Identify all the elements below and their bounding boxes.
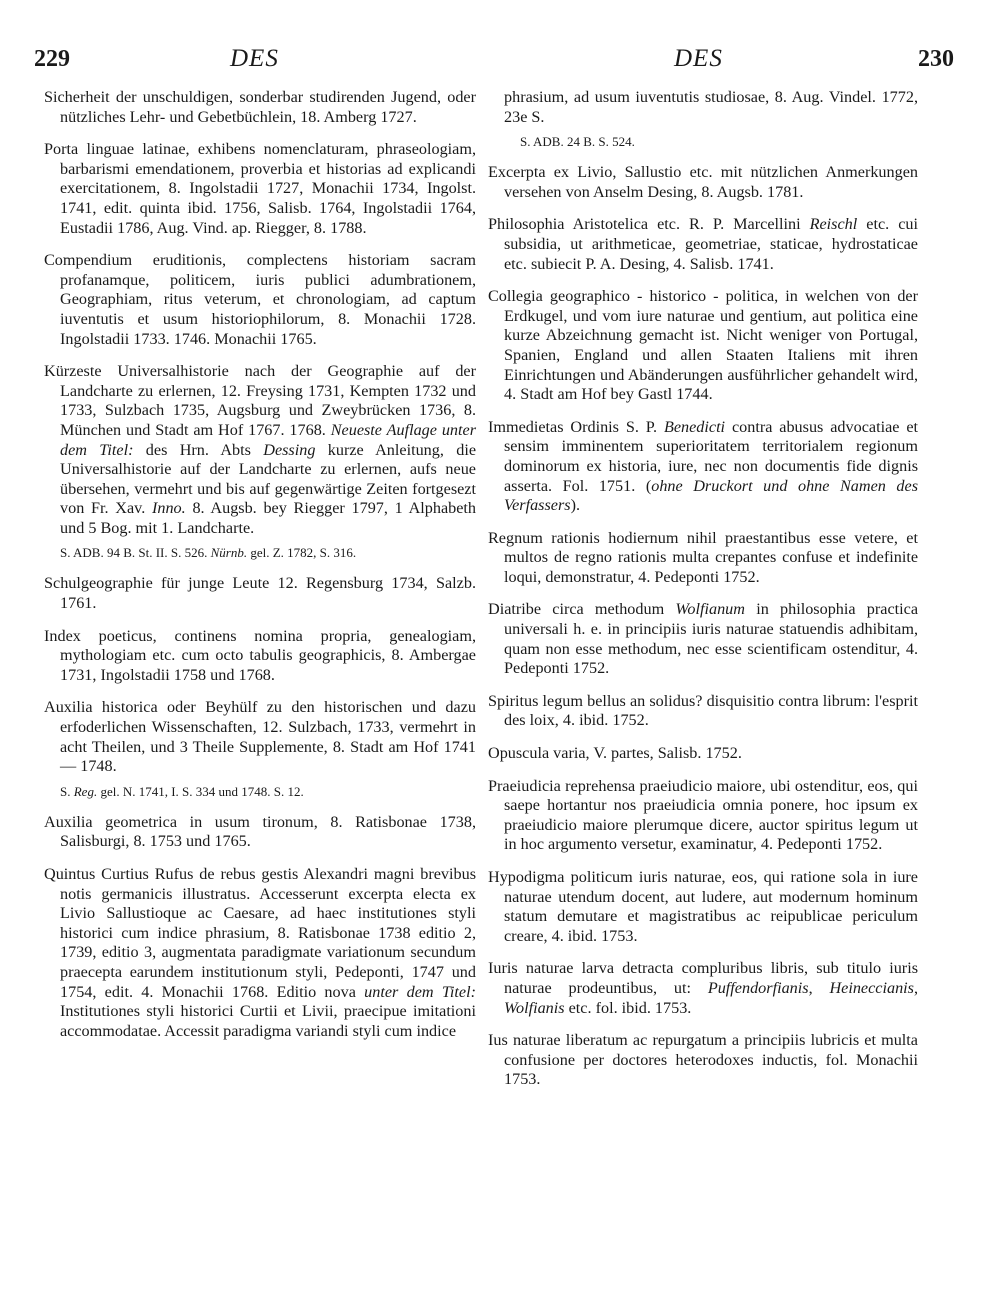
bibliography-entry: Regnum rationis hodiernum nihil praestantibus esse vetere, et multos de regno rationis multa crepantes confuse et indefinite loqui, demonstratur, 4. Pedeponti 1752.: [488, 528, 918, 586]
bibliography-entry: Immedietas Ordinis S. P. Benedicti contra abusus advocatiae et sensim imminentem superioritatem territorialem regionum dominorum ex historia, iure, nec non documentis fide dignis asserta. Fol. 1751. (ohne Druckort und ohne Namen des Verfassers).: [488, 417, 918, 515]
bibliography-entry: Kürzeste Universalhistorie nach der Geographie auf der Landcharte zu erlernen, 12. Freysing 1731, Kempten 1732 und 1733, Sulzbach 1735, Augsburg und Zweybrücken 1736, 8. München und Stadt am Hof 1767. 1768. Neueste Auflage unter dem Titel: des Hrn. Abts Dessing kurze Anleitung, die Universalhistorie auf der Landcharte zu erlernen, aufs neue übersehen, vermehrt und bis auf gegenwärtige Zeiten fortgesezt von Fr. Xav. Inno. 8. Augsb. bey Riegger 1797, 1 Alphabeth und 5 Bog. mit 1. Landcharte.: [44, 362, 477, 537]
bibliography-entry: Opuscula varia, V. partes, Salisb. 1752.: [488, 744, 742, 763]
bibliography-entry: Ius naturae liberatum ac repurgatum a principiis lubricis et multa confusione per doctores heterodoxes inductis, fol. Monachii 1753.: [488, 1031, 918, 1089]
review-reference: S. Reg. gel. N. 1741, I. S. 334 und 1748. S. 12.: [60, 783, 304, 799]
bibliography-entry: Sicherheit der unschuldigen, sonderbar studirenden Jugend, oder nützliches Lehr- und Gebetbüchlein, 18. Amberg 1727.: [44, 88, 476, 126]
bibliography-entry: Praeiudicia reprehensa praeiudicio maiore, ubi ostenditur, eos, qui saepe hortantur nos praeiudicia omnia ponere, hoc ipsum ex praeiudicio maiore plerumque dicere, auctor spiritus legum ut in hoc argumento versetur, examinatur, 4. Pedeponti 1752.: [488, 776, 918, 854]
review-reference: S. ADB. 24 B. S. 524.: [520, 134, 635, 150]
bibliography-entry: Schulgeographie für junge Leute 12. Regensburg 1734, Salzb. 1761.: [44, 574, 476, 613]
left-page-number: 229: [34, 46, 70, 72]
bibliography-entry: Compendium eruditionis, complectens historiam sacram profanamque, politicem, iuris publici adumbrationem, Geographiam, ritus veterum, et chronologiam, ad captum iuventutis et usum historiophilorum, 8. Monachii 1728. Ingolstadii 1733. 1746. Monachii 1765.: [44, 251, 476, 348]
bibliography-entry: Hypodigma politicum iuris naturae, eos, qui ratione sola in iure naturae utendum docent, aut ludere, aut modernum hominum statum demutare et magistratibus ac reipublicae periculum creare, 4. ibid. 1753.: [488, 868, 918, 945]
right-column: [488, 88, 918, 1103]
right-page-number: 230: [918, 46, 954, 72]
right-running-title: DES: [674, 45, 723, 72]
bibliography-entry: Iuris naturae larva detracta compluribus libris, sub titulo iuris naturae prodeuntibus, ut: Puffendorfianis, Heineccianis, Wolfianis etc. fol. ibid. 1753.: [488, 959, 919, 1017]
bibliography-entry: Excerpta ex Livio, Sallustio etc. mit nützlichen Anmerkungen versehen von Anselm Desing, 8. Augsb. 1781.: [488, 163, 918, 201]
bibliography-entry: Auxilia geometrica in usum tironum, 8. Ratisbonae 1738, Salisburgi, 8. 1753 und 1765.: [44, 812, 476, 851]
bibliography-entry: Spiritus legum bellus an solidus? disquisitio contra librum: l'esprit des loix, 4. ibid. 1752.: [488, 691, 918, 730]
bibliography-entry: Porta linguae latinae, exhibens nomenclaturam, phraseologiam, barbarismi emendationem, proverbia et historias ad explicandi exercitationem, 8. Ingolstadii 1727, Monachii 1734, Ingolst. 1741, edit. quinta ibid. 1756, Salisb. 1764, Ingolstadii 1764, Eustadii 1786, Aug. Vind. ap. Riegger, 8. 1788.: [44, 140, 476, 237]
left-running-title: DES: [230, 45, 279, 72]
bibliography-entry: Diatribe circa methodum Wolfianum in philosophia practica universali h. e. in principiis iuris naturae statuendis adhibitam, quam non esse methodum, nec esse scientificam ostenditur, 4. Pedeponti 1752.: [488, 600, 919, 678]
left-column: [44, 88, 476, 1054]
bibliography-entry: Quintus Curtius Rufus de rebus gestis Alexandri magni brevibus notis germanicis illustratus. Accesserunt excerpta electa ex Livio Sallustioque ac Caesare, ad haec institutiones styli historici cum indice phrasium, 8. Ratisbonae 1738 editio 2, 1739, editio 3, augmentata paradigmate variationum secundum praecepta earundem institutionum styli, Pedeponti, 1747 und 1754, edit. 4. Monachii 1768. Editio nova unter dem Titel: Institutiones styli historici Curtii et Livii, praecipue imitationi accommodatae. Accessit paradigma variandi styli cum indice: [44, 865, 476, 1040]
bibliography-entry-continued: phrasium, ad usum iuventutis studiosae, 8. Aug. Vindel. 1772, 23e S.: [504, 88, 918, 126]
bibliography-entry: Auxilia historica oder Beyhülf zu den historischen und dazu erfoderlichen Wissenschaften, 12. Sulzbach, 1733, vermehrt in acht Theilen, und 3 Theile Supplemente, 8. Stadt am Hof 1741 — 1748.: [44, 698, 476, 776]
bibliography-entry: Philosophia Aristotelica etc. R. P. Marcellini Reischl etc. cui subsidia, ut arithmeticae, geometriae, staticae, hydrostaticae etc. subiecit P. A. Desing, 4. Salisb. 1741.: [488, 215, 918, 273]
bibliography-entry: Collegia geographico - historico - politica, in welchen von der Erdkugel, und vom iure naturae und gentium, aut politica eine kurze Abzeichnung gemacht ist. Nicht weniger von Portugal, Spanien, England und allen Staaten Italiens mit ihren Einrichtungen und Abänderungen ausführlicher gehandelt wird, 4. Stadt am Hof bey Gastl 1744.: [488, 287, 918, 404]
bibliography-entry: Index poeticus, continens nomina propria, genealogiam, mythologiam etc. cum octo tabulis geographicis, 8. Ambergae 1731, Ingolstadii 1758 und 1768.: [44, 626, 476, 684]
review-reference: S. ADB. 94 B. St. II. S. 526. Nürnb. gel. Z. 1782, S. 316.: [60, 545, 357, 561]
